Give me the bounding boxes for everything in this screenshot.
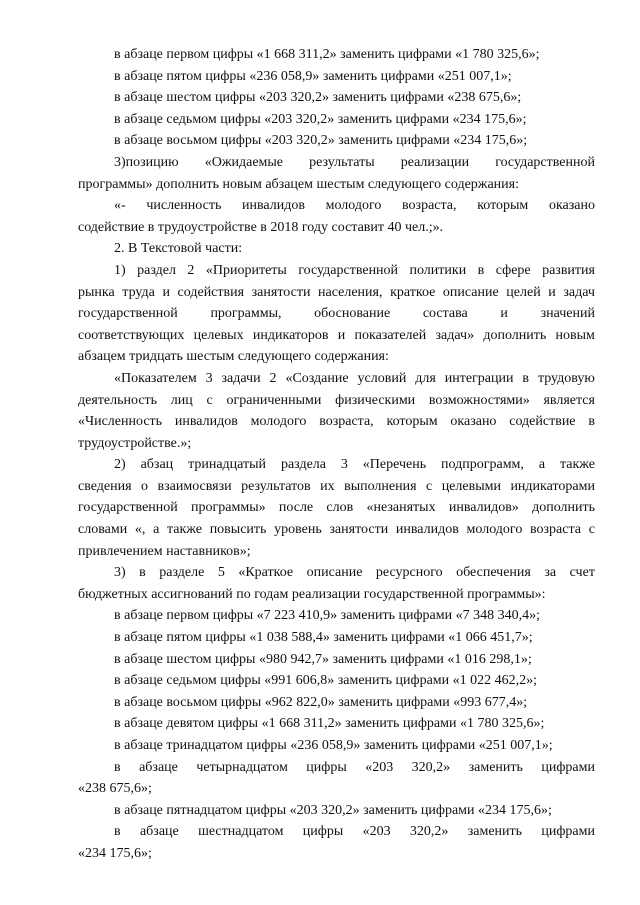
word: государственной xyxy=(78,500,178,516)
word: деятельность xyxy=(78,392,158,408)
word: программы» xyxy=(191,500,266,516)
word: оказано xyxy=(548,198,595,214)
word: в xyxy=(588,414,595,430)
word: лиц xyxy=(170,392,193,408)
word: оказано xyxy=(450,414,497,430)
text-line xyxy=(78,260,595,282)
word: результатов xyxy=(241,478,311,494)
text-line xyxy=(78,778,595,800)
document-page xyxy=(78,44,595,865)
word: счет xyxy=(569,565,595,581)
word: «Показателем xyxy=(114,370,197,386)
word: физическими xyxy=(335,392,416,408)
word: также xyxy=(166,522,202,538)
word: абзаце xyxy=(139,824,179,840)
text-line xyxy=(78,87,595,109)
word: разделе xyxy=(159,565,205,581)
line-text: в абзаце шестом цифры «203 320,2» заменить цифрами «238 675,6»; xyxy=(114,90,522,106)
word: занятости xyxy=(329,522,389,538)
line-text: в абзаце восьмом цифры «203 320,2» заменить цифрами «234 175,6»; xyxy=(114,133,528,149)
text-line xyxy=(78,584,595,606)
word: задач» xyxy=(435,327,475,343)
text-line xyxy=(78,649,595,671)
word: шестнадцатом xyxy=(198,824,284,840)
word: трудовую xyxy=(537,370,595,386)
line-text: в абзаце шестом цифры «980 942,7» заменить цифрами «1 016 298,1»; xyxy=(114,651,532,667)
word: и xyxy=(162,284,170,300)
text-line xyxy=(78,541,595,563)
text-line xyxy=(78,217,595,239)
word: краткое xyxy=(390,284,436,300)
line-text: «238 675,6»; xyxy=(78,781,152,797)
word: «, xyxy=(134,522,146,538)
word: рынка xyxy=(78,284,115,300)
text-line xyxy=(78,346,595,368)
word: значений xyxy=(540,306,595,322)
line-text: абзацем тридцать шестым следующего содержания: xyxy=(78,349,389,365)
word: в xyxy=(477,262,485,278)
word: индикаторами xyxy=(510,478,595,494)
word: с xyxy=(206,392,213,408)
line-text: 2. В Текстовой части: xyxy=(114,241,243,257)
word: 5 xyxy=(217,565,225,581)
word: в xyxy=(522,370,530,386)
word: показателей xyxy=(354,327,427,343)
text-line xyxy=(78,519,595,541)
word: новым xyxy=(555,327,595,343)
word: дополнить xyxy=(532,500,595,516)
word: возраста, xyxy=(402,198,457,214)
word: молодого xyxy=(250,414,307,430)
text-line xyxy=(78,44,595,66)
word: инвалидов xyxy=(174,414,238,430)
text-line xyxy=(78,735,595,757)
word: содействия xyxy=(177,284,245,300)
word: и xyxy=(548,284,556,300)
text-line xyxy=(78,368,595,390)
text-line xyxy=(78,692,595,714)
line-text: содействие в трудоустройстве в 2018 году составит 40 чел.;». xyxy=(78,219,444,235)
word: «Ожидаемые xyxy=(204,154,284,170)
word: сфере xyxy=(495,262,531,278)
word: инвалидов xyxy=(395,522,459,538)
word: для xyxy=(415,370,436,386)
text-line xyxy=(78,390,595,412)
word: их xyxy=(320,478,335,494)
word: возраста, xyxy=(319,414,374,430)
word: 2) xyxy=(114,457,126,473)
word: о xyxy=(141,478,149,494)
word: результаты xyxy=(309,154,375,170)
word: численность xyxy=(146,198,222,214)
word: уровень xyxy=(274,522,322,538)
word: населения, xyxy=(318,284,383,300)
word: и xyxy=(500,306,508,322)
text-line xyxy=(78,411,595,433)
word: «Краткое xyxy=(238,565,294,581)
text-line xyxy=(78,303,595,325)
word: описание xyxy=(442,284,499,300)
text-line xyxy=(78,670,595,692)
word: инвалидов xyxy=(241,198,305,214)
text-line xyxy=(78,713,595,735)
word: раздел xyxy=(137,262,176,278)
word: задачи xyxy=(221,370,261,386)
line-text: трудоустройстве.»; xyxy=(78,435,192,451)
word: сведения xyxy=(78,478,132,494)
word: дополнить xyxy=(483,327,547,343)
word: обоснование xyxy=(314,306,391,322)
word: в xyxy=(114,759,121,775)
word: с xyxy=(588,522,595,538)
word: ресурсного xyxy=(375,565,443,581)
word: возраста xyxy=(530,522,581,538)
word: также xyxy=(559,457,595,473)
word: занятости xyxy=(251,284,311,300)
word: 3)позицию xyxy=(114,154,179,170)
word: 320,2» xyxy=(411,759,451,775)
text-line xyxy=(78,66,595,88)
word: а xyxy=(538,457,546,473)
word: молодого xyxy=(325,198,382,214)
word: абзаце xyxy=(139,759,178,775)
word: целей xyxy=(506,284,541,300)
line-text: в абзаце пятнадцатом цифры «203 320,2» заменить цифрами «234 175,6»; xyxy=(114,802,552,818)
word: труда xyxy=(122,284,155,300)
word: 3) xyxy=(114,565,126,581)
text-line xyxy=(78,109,595,131)
word: реализации xyxy=(400,154,470,170)
word: возможностями» xyxy=(428,392,530,408)
word: заменить xyxy=(468,759,523,775)
text-line xyxy=(78,174,595,196)
line-text: в абзаце девятом цифры «1 668 311,2» заменить цифрами «1 780 325,6»; xyxy=(114,716,545,732)
word: заменить xyxy=(467,824,523,840)
word: 320,2» xyxy=(409,824,449,840)
word: 3 xyxy=(340,457,348,473)
word: государственной xyxy=(495,154,595,170)
word: 1) xyxy=(114,262,126,278)
word: государственной xyxy=(298,262,399,278)
line-text: в абзаце восьмом цифры «962 822,0» заменить цифрами «993 677,4»; xyxy=(114,694,528,710)
word: политики xyxy=(409,262,467,278)
text-line xyxy=(78,605,595,627)
word: целевыми xyxy=(441,478,501,494)
word: молодого xyxy=(466,522,523,538)
line-text: программы» дополнить новым абзацем шестым следующего содержания: xyxy=(78,176,519,192)
line-text: в абзаце первом цифры «7 223 410,9» заменить цифрами «7 348 340,4»; xyxy=(114,608,540,624)
word: ограниченными xyxy=(226,392,322,408)
word: государственной xyxy=(78,306,178,322)
word: целевых xyxy=(193,327,244,343)
text-line xyxy=(78,843,595,865)
word: тринадцатый xyxy=(188,457,267,473)
line-text: в абзаце тринадцатом цифры «236 058,9» заменить цифрами «251 007,1»; xyxy=(114,738,553,753)
line-text: в абзаце пятом цифры «236 058,9» заменить цифрами «251 007,1»; xyxy=(114,68,512,84)
word: которым xyxy=(386,414,438,430)
text-line xyxy=(78,800,595,822)
word: 2 xyxy=(187,262,195,278)
text-line xyxy=(78,757,595,779)
word: инвалидов» xyxy=(448,500,519,516)
word: а xyxy=(153,522,160,538)
text-line xyxy=(78,454,595,476)
text-line xyxy=(78,821,595,843)
word: развития xyxy=(542,262,595,278)
text-line xyxy=(78,282,595,304)
word: «Приоритеты xyxy=(205,262,287,278)
word: «Численность xyxy=(78,414,163,430)
text-line xyxy=(78,433,595,455)
word: «Создание xyxy=(285,370,349,386)
word: которым xyxy=(477,198,529,214)
word: «203 xyxy=(365,759,394,775)
text-line xyxy=(78,130,595,152)
word: цифры xyxy=(306,759,347,775)
word: «203 xyxy=(362,824,391,840)
word: за xyxy=(544,565,557,581)
text-line xyxy=(78,152,595,174)
line-text: в абзаце седьмом цифры «991 606,8» заменить цифрами «1 022 462,2»; xyxy=(114,673,538,689)
word: в xyxy=(139,565,146,581)
word: выполнения xyxy=(344,478,417,494)
line-text: в абзаце первом цифры «1 668 311,2» заменить цифрами «1 780 325,6»; xyxy=(114,47,540,62)
line-text: в абзаце пятом цифры «1 038 588,4» заменить цифрами «1 066 451,7»; xyxy=(114,630,533,646)
word: задач xyxy=(563,284,595,300)
word: интеграции xyxy=(444,370,514,386)
text-line xyxy=(78,627,595,649)
word: индикаторов xyxy=(252,327,329,343)
line-text: бюджетных ассигнований по годам реализации государственной программы»: xyxy=(78,586,546,602)
word: взаимосвязи xyxy=(157,478,232,494)
word: подпрограмм, xyxy=(441,457,524,473)
text-line xyxy=(78,562,595,584)
line-text: привлечением наставников»; xyxy=(78,543,251,559)
word: и xyxy=(337,327,346,343)
word: повысить xyxy=(209,522,267,538)
word: состава xyxy=(422,306,468,322)
word: «Перечень xyxy=(362,457,427,473)
word: 2 xyxy=(269,370,277,386)
word: программы, xyxy=(210,306,282,322)
word: четырнадцатом xyxy=(196,759,288,775)
text-line xyxy=(78,195,595,217)
text-line xyxy=(78,325,595,347)
word: абзац xyxy=(140,457,174,473)
text-line xyxy=(78,497,595,519)
text-line xyxy=(78,476,595,498)
word: «незанятых xyxy=(366,500,436,516)
line-text: в абзаце седьмом цифры «203 320,2» заменить цифрами «234 175,6»; xyxy=(114,111,527,127)
word: соответствующих xyxy=(78,327,185,343)
word: цифрами xyxy=(541,824,595,840)
word: содействие xyxy=(509,414,576,430)
word: обеспечения xyxy=(456,565,531,581)
word: описание xyxy=(306,565,363,581)
word: является xyxy=(543,392,595,408)
word: цифрами xyxy=(541,759,595,775)
word: цифры xyxy=(302,824,344,840)
word: после xyxy=(278,500,314,516)
word: «- xyxy=(114,198,126,214)
word: в xyxy=(114,824,121,840)
word: условий xyxy=(357,370,407,386)
word: словами xyxy=(78,522,128,538)
word: раздела xyxy=(280,457,326,473)
word: слов xyxy=(326,500,354,516)
word: 3 xyxy=(205,370,213,386)
line-text: «234 175,6»; xyxy=(78,845,152,861)
text-line xyxy=(78,238,595,260)
word: с xyxy=(426,478,433,494)
